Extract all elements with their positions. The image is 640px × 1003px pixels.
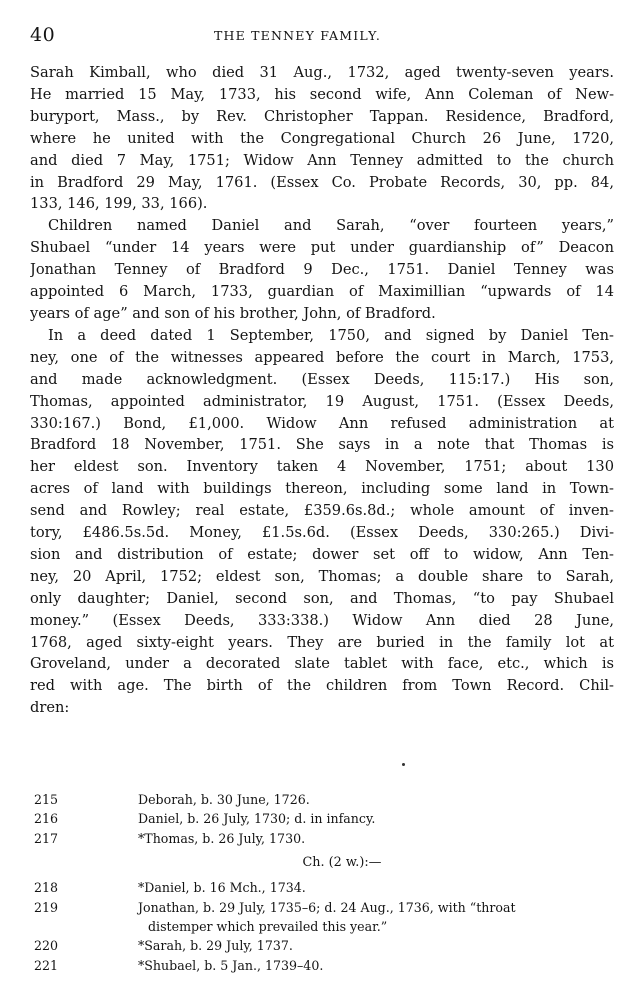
child-number: 220 [34, 938, 59, 954]
text-line: acres of land with buildings thereon, including some land in Town- [30, 480, 614, 498]
child-number: 215 [34, 792, 59, 807]
child-text: Daniel, b. 26 July, 1730; d. in infancy. [138, 811, 376, 827]
running-head: THE TENNEY FAMILY. [214, 28, 382, 43]
text-line: her eldest son. Inventory taken 4 November, 1751; about 130 [30, 458, 614, 476]
text-line: dren: [30, 699, 70, 717]
text-line: only daughter; Daniel, second son, and Thomas, “to pay Shubael [30, 589, 614, 607]
stray-dot [402, 763, 405, 766]
text-line: money.” (Essex Deeds, 333:338.) Widow Ann died 28 June, [30, 611, 614, 629]
text-line: Jonathan Tenney of Bradford 9 Dec., 1751. Daniel Tenney was [30, 261, 614, 279]
child-text-first-line: Jonathan, b. 29 July, 1735–6; d. 24 Aug., 1736, with “throat [138, 899, 516, 915]
text-line: He married 15 May, 1733, his second wife, Ann Coleman of New- [30, 85, 614, 103]
child-text: *Shubael, b. 5 Jan., 1739–40. [138, 957, 324, 973]
body-paragraphs [30, 62, 614, 719]
text-line: 330:167.) Bond, £1,000. Widow Ann refused administration at [30, 414, 614, 432]
child-number: 218 [34, 880, 59, 896]
text-line: Children named Daniel and Sarah, “over fourteen years,” [48, 217, 614, 235]
text-line: red with age. The birth of the children from Town Record. Chil- [30, 677, 614, 695]
children-list [30, 790, 614, 975]
child-text: *Thomas, b. 26 July, 1730. [138, 830, 306, 846]
child-entry [30, 829, 614, 848]
text-line: appointed 6 March, 1733, guardian of Maximillian “upwards of 14 [30, 283, 614, 301]
text-line: Shubael “under 14 years were put under guardianship of” Deacon [30, 239, 614, 257]
child-entry [30, 936, 614, 955]
child-text-continuation: distemper which prevailed this year.” [148, 918, 388, 934]
second-wife-heading: Ch. (2 w.):— [302, 855, 382, 871]
child-number: 217 [34, 830, 59, 846]
text-line: send and Rowley; real estate, £359.6s.8d.; whole amount of inven- [30, 502, 614, 520]
text-line: ney, 20 April, 1752; eldest son, Thomas; a double share to Sarah, [30, 567, 614, 585]
child-entry [30, 878, 614, 897]
text-line: and made acknowledgment. (Essex Deeds, 115:17.) His son, [30, 370, 614, 388]
child-entry [30, 898, 614, 937]
child-text-multiline [138, 898, 614, 937]
text-line: tory, £486.5s.5d. Money, £1.5s.6d. (Essex Deeds, 330:265.) Divi- [30, 524, 614, 542]
child-entry [30, 809, 614, 828]
child-text: *Sarah, b. 29 July, 1737. [138, 938, 293, 954]
child-number: 221 [34, 957, 59, 973]
text-line: years of age” and son of his brother, John, of Bradford. [30, 304, 436, 322]
child-number: 216 [34, 811, 59, 827]
page-header [30, 24, 614, 54]
page-number: 40 [30, 24, 56, 46]
child-text: Deborah, b. 30 June, 1726. [138, 792, 310, 807]
child-entry [30, 790, 614, 809]
text-line: 133, 146, 199, 33, 166). [30, 195, 208, 213]
text-line: Thomas, appointed administrator, 19 August, 1751. (Essex Deeds, [30, 392, 614, 410]
child-text: *Daniel, b. 16 Mch., 1734. [138, 880, 306, 896]
text-line: and died 7 May, 1751; Widow Ann Tenney admitted to the church [30, 151, 614, 169]
child-number: 219 [34, 899, 59, 915]
text-line: Groveland, under a decorated slate tablet with face, etc., which is [30, 655, 614, 673]
text-line: Bradford 18 November, 1751. She says in a note that Thomas is [30, 436, 614, 454]
text-line: sion and distribution of estate; dower set off to widow, Ann Ten- [30, 545, 614, 563]
text-line: in Bradford 29 May, 1761. (Essex Co. Probate Records, 30, pp. 84, [30, 173, 614, 191]
text-line: where he united with the Congregational Church 26 June, 1720, [30, 129, 614, 147]
text-line: ney, one of the witnesses appeared before the court in March, 1753, [30, 348, 614, 366]
child-entry [30, 956, 614, 975]
text-line: 1768, aged sixty-eight years. They are buried in the family lot at [30, 633, 614, 651]
text-line: In a deed dated 1 September, 1750, and signed by Daniel Ten- [48, 326, 614, 344]
text-line: buryport, Mass., by Rev. Christopher Tappan. Residence, Bradford, [30, 107, 614, 125]
text-line: Sarah Kimball, who died 31 Aug., 1732, aged twenty-seven years. [30, 64, 614, 81]
